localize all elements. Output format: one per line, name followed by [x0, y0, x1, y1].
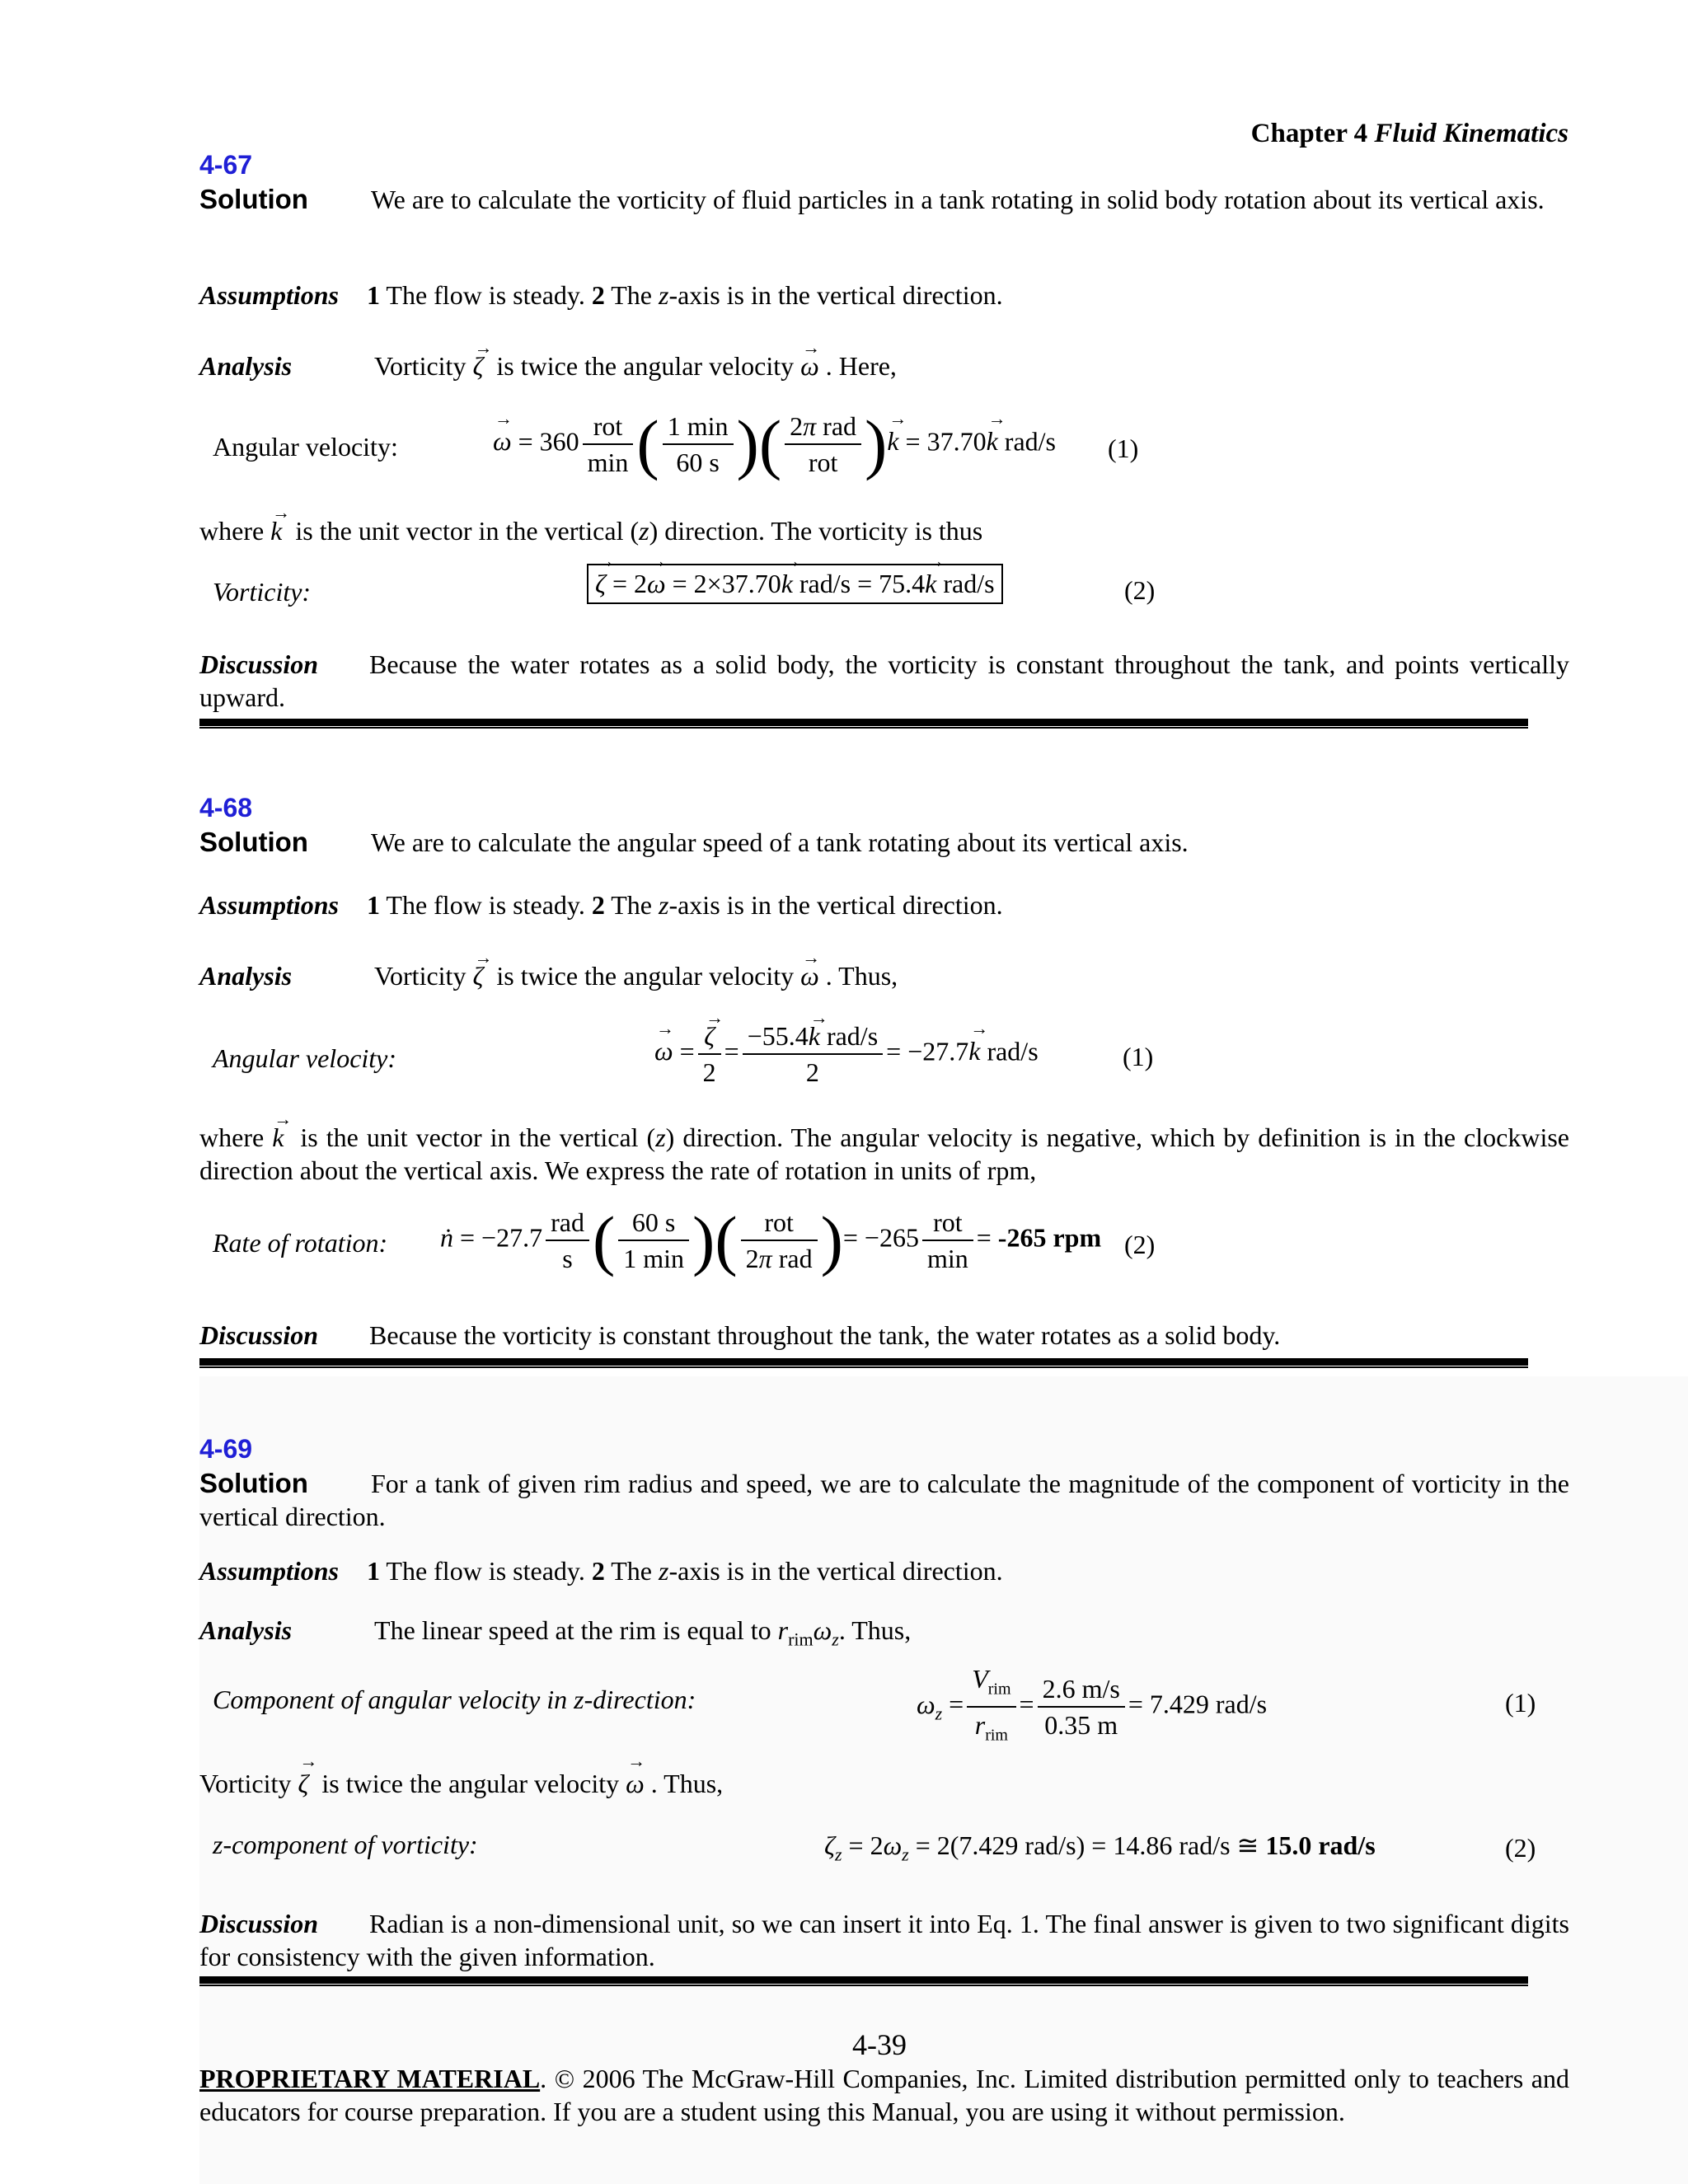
analysis-paragraph: Analysis The linear speed at the rim is equal to $r_{rim}\omega_z$. Thus,	[199, 1615, 912, 1650]
paragraph: Vorticity → ζ is twice the angular velocity → ω . Thus,	[199, 1769, 723, 1799]
equation-angular-velocity: → ω = 360 $\frac{\text{rot}}{\min}$ ( $\frac{1 \min}{60 s}$ )( $\frac{\text{2π rad}}{\text{rot}}$ )→ k = 37.70→ k rad/s	[493, 409, 1056, 480]
discussion-paragraph: Discussion Because the vorticity is constant throughout the tank, the water rotates as a solid body.	[199, 1320, 1281, 1350]
footer	[199, 2062, 1569, 2128]
discussion-paragraph: Discussion Radian is a non-dimensional unit, so we can insert it into Eq. 1. The final answer is given to two significant digits for consistency with the given information.	[199, 1909, 1569, 1971]
discussion-paragraph: Discussion Because the water rotates as a solid body, the vorticity is constant throughout the tank, and points vertically upward.	[199, 649, 1569, 712]
problem-number: 4-67	[199, 150, 253, 180]
equation-label: Component of angular velocity in z-direction:	[213, 1685, 696, 1714]
analysis-paragraph: Analysis Vorticity → ζ is twice the angular velocity → ω . Here,	[199, 349, 1569, 382]
discussion-label: Discussion	[199, 649, 319, 679]
equation-number: (1)	[1123, 1042, 1154, 1071]
chapter-header	[1251, 119, 1568, 149]
equation-vorticity-z: $\zeta_z = 2\omega_z = 2(7.429$ rad/s) = 14.86 rad/s ≅ 15.0 rad/s	[824, 1830, 1376, 1865]
solution-paragraph: Solution We are to calculate the vorticity of fluid particles in a tank rotating in solid body rotation about its vertical axis.	[199, 184, 1545, 214]
solution-label: Solution	[199, 184, 308, 214]
assumptions-paragraph: Assumptions 1 The flow is steady. 2 The z-axis is in the vertical direction.	[199, 890, 1003, 920]
equation-label: z-component of vorticity:	[213, 1830, 478, 1859]
proprietary-label: PROPRIETARY MATERIAL	[199, 2064, 541, 2093]
problem-number: 4-69	[199, 1434, 253, 1464]
problem-number: 4-68	[199, 793, 253, 823]
assumptions-label: Assumptions	[199, 1556, 339, 1586]
equation-label: Angular velocity:	[213, 432, 398, 462]
analysis-label: Analysis	[199, 961, 293, 991]
equation-omega-z: $\omega_z$ = $\frac{V_{rim}}{r_{rim}}$ = $\frac{2.6 m/s}{0.35 m}$ = 7.429 rad/s	[917, 1661, 1267, 1753]
assumptions-label: Assumptions	[199, 890, 339, 920]
page-number: 4-39	[852, 2028, 907, 2061]
assumptions-paragraph: Assumptions 1 The flow is steady. 2 The z-axis is in the vertical direction.	[199, 280, 1003, 310]
equation-number: (1)	[1505, 1688, 1536, 1718]
solution-label: Solution	[199, 1468, 308, 1498]
equation-number: (2)	[1124, 575, 1156, 605]
paragraph: where → k is the unit vector in the vertical (z) direction. The vorticity is thus	[199, 514, 1569, 547]
equation-angular-velocity: → ω = → $\frac{\zeta}{2}$ = $\frac{\text{−55.4→ k rad/s}}{2}$ = −27.7→ k rad/s	[654, 1019, 1039, 1090]
equation-label: Angular velocity:	[213, 1043, 397, 1073]
equation-number: (1)	[1108, 434, 1139, 463]
solution-paragraph: Solution We are to calculate the angular speed of a tank rotating about its vertical axis.	[199, 827, 1189, 857]
solution-paragraph: Solution For a tank of given rim radius and speed, we are to calculate the magnitude of the component of vorticity in the vertical direction.	[199, 1468, 1569, 1531]
analysis-label: Analysis	[199, 351, 293, 381]
section-divider	[199, 1358, 1528, 1366]
assumptions-paragraph: Assumptions 1 The flow is steady. 2 The z-axis is in the vertical direction.	[199, 1556, 1003, 1586]
discussion-label: Discussion	[199, 1909, 319, 1938]
equation-number: (2)	[1124, 1230, 1156, 1259]
assumptions-label: Assumptions	[199, 280, 339, 310]
chapter-title: Fluid Kinematics	[1374, 119, 1568, 148]
chapter-number: Chapter 4	[1250, 119, 1368, 148]
equation-label: Vorticity:	[213, 577, 312, 607]
section-divider	[199, 1976, 1528, 1984]
analysis-label: Analysis	[199, 1615, 293, 1645]
discussion-label: Discussion	[199, 1320, 319, 1350]
equation-number: (2)	[1505, 1833, 1536, 1863]
solution-label: Solution	[199, 827, 308, 857]
answer-box-vorticity: → ζ = 2→ ω = 2×37.70→ k rad/s = 75.4→ k rad/s	[587, 564, 1003, 604]
analysis-paragraph: Analysis Vorticity → ζ is twice the angular velocity → ω . Thus,	[199, 959, 1569, 992]
equation-label: Rate of rotation:	[213, 1228, 388, 1258]
paragraph: where → k is the unit vector in the vertical (z) direction. The angular velocity is negative, which by definition is in the clockwise direction about the vertical axis. We express the rate of rotation in units of rpm,	[199, 1121, 1569, 1187]
footer-text: . © 2006 The McGraw-Hill Companies, Inc. Limited distribution permitted only to teachers and educators for course preparation. If you are a student using this Manual, you are using it without permission.	[199, 2064, 1570, 2126]
section-divider	[199, 719, 1528, 726]
equation-rate-of-rotation: ṅ = −27.7 $\frac{\text{rad}}{s}$ ( $\frac{60 s}{1 \min}$ )( $\frac{\text{rot}}{\text{2π rad}}$ )= −265 $\frac{\text{rot}}{\min}$ = -265 rpm	[440, 1202, 1102, 1277]
